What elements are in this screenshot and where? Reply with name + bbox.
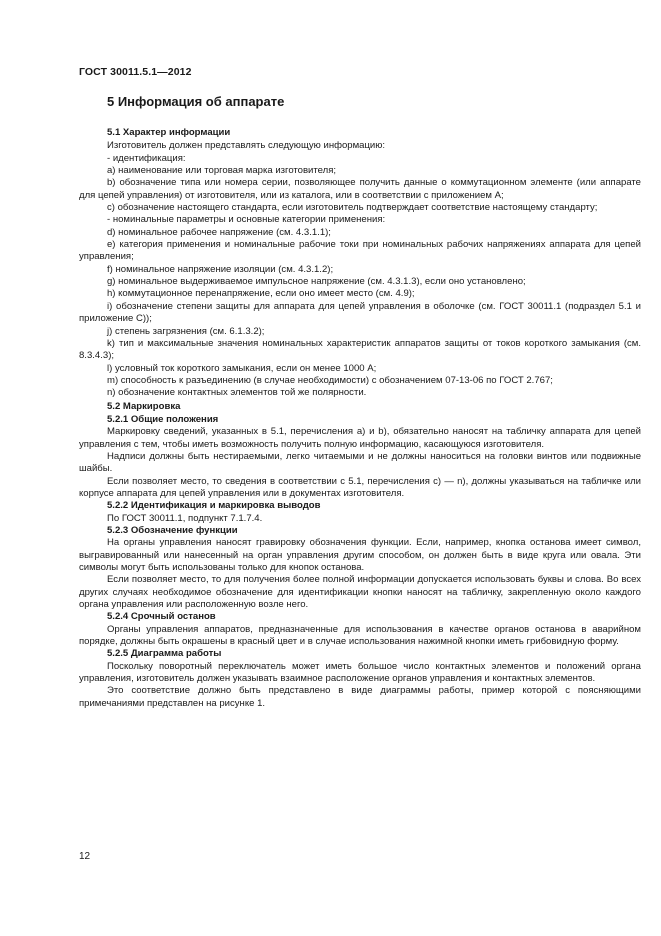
heading-5-2-3: 5.2.3 Обозначение функции bbox=[107, 525, 238, 536]
list-item: m) способность к разъединению (в случае необходимости) с обозначением 07-13-06 по ГОСТ 2.767; bbox=[107, 374, 553, 386]
list-item: а) наименование или торговая марка изготовителя; bbox=[107, 165, 337, 177]
paragraph: По ГОСТ 30011.1, подпункт 7.1.7.4. bbox=[107, 512, 263, 524]
paragraph: На органы управления наносят гравировку обозначения функции. Если, например, кнопка останова имеет символ, выгравированный или нанесенный на орган управления другим способом, он должен быть в виде круга или овала. Эти символы могут быть использованы только для кнопок останова. bbox=[79, 537, 641, 574]
heading-5-2-1: 5.2.1 Общие положения bbox=[107, 413, 219, 425]
paragraph: Изготовитель должен представлять следующую информацию: bbox=[107, 140, 386, 152]
paragraph: Маркировку сведений, указанных в 5.1, перечисления а) и b), обязательно наносят на табличку аппарата для цепей управления с тем, чтобы иметь возможность получить полную информацию, касающуюся изготовителя. bbox=[79, 426, 641, 450]
heading-5-2-2: 5.2.2 Идентификация и маркировка выводов bbox=[107, 500, 321, 512]
list-item: с) обозначение настоящего стандарта, если изготовитель подтверждает соответствие настоящему стандарту; bbox=[107, 202, 598, 214]
list-item: d) номинальное рабочее напряжение (см. 4.3.1.1); bbox=[107, 226, 331, 238]
list-item: l) условный ток короткого замыкания, если он менее 1000 А; bbox=[107, 362, 377, 374]
list-item: b) обозначение типа или номера серии, позволяющее получить данные о коммутационном элементе (или аппарате для цепей управления) от изготовителя, или из каталога, или в соответствии с приложением А; bbox=[79, 177, 641, 201]
standard-header: ГОСТ 30011.5.1—2012 bbox=[79, 66, 192, 78]
list-item: k) тип и максимальные значения номинальных характеристик аппаратов защиты от токов короткого замыкания (см. 8.3.4.3); bbox=[79, 337, 641, 362]
list-item: n) обозначение контактных элементов той же полярности. bbox=[107, 387, 367, 399]
list-item: i) обозначение степени защиты для аппарата для цепей управления в оболочке (см. ГОСТ 30011.1 (подраздел 5.1 и приложение С)); bbox=[79, 300, 641, 325]
list-item: f) номинальное напряжение изоляции (см. 4.3.1.2); bbox=[107, 263, 334, 275]
heading-5-2-5: 5.2.5 Диаграмма работы bbox=[107, 648, 222, 660]
page-number: 12 bbox=[79, 851, 91, 862]
list-item: j) степень загрязнения (см. 6.1.3.2); bbox=[107, 325, 265, 337]
list-item: е) категория применения и номинальные рабочие токи при номинальных рабочих напряжениях аппарата для цепей управления; bbox=[79, 239, 641, 263]
paragraph: Надписи должны быть нестираемыми, легко читаемыми и не должны наноситься на головки винтов или подвижные шайбы. bbox=[79, 450, 641, 475]
list-item: h) коммутационное перенапряжение, если оно имеет место (см. 4.9); bbox=[107, 288, 415, 300]
section-title: 5 Информация об аппарате bbox=[107, 94, 285, 109]
heading-5-2: 5.2 Маркировка bbox=[107, 400, 181, 412]
list-item: g) номинальное выдерживаемое импульсное напряжение (см. 4.3.1.3), если оно установлено; bbox=[107, 276, 526, 288]
paragraph: Если позволяет место, то сведения в соответствии с 5.1, перечисления с) — n), должны указываться на табличке или корпусе аппарата для цепей управления или в документах изготовителя. bbox=[79, 475, 641, 499]
paragraph: Поскольку поворотный переключатель может иметь большое число контактных элементов и положений органа управления, изготовитель должен указывать взаимное расположение органов управления и контактных элементов. bbox=[79, 660, 641, 685]
list-item: - номинальные параметры и основные категории применения: bbox=[107, 214, 386, 226]
heading-5-1: 5.1 Характер информации bbox=[107, 127, 231, 138]
heading-5-2-4: 5.2.4 Срочный останов bbox=[107, 611, 216, 623]
paragraph: Это соответствие должно быть представлено в виде диаграммы работы, пример которой с поясняющими примечаниями представлен на рисунке 1. bbox=[79, 685, 641, 709]
paragraph: Если позволяет место, то для получения более полной информации допускается использовать буквы и слова. Во всех других случаях необходимое обозначение для идентификации кнопки наносят на табличку, закрепленную около каждого органа управления или расположенную возле него. bbox=[79, 574, 641, 611]
paragraph: Органы управления аппаратов, предназначенные для использования в качестве органов останова в аварийном порядке, должны быть окрашены в красный цвет и в случае использования нажимной кнопки иметь грибовидную форму. bbox=[79, 623, 641, 648]
list-item: - идентификация: bbox=[107, 152, 186, 164]
body-text bbox=[79, 127, 641, 710]
